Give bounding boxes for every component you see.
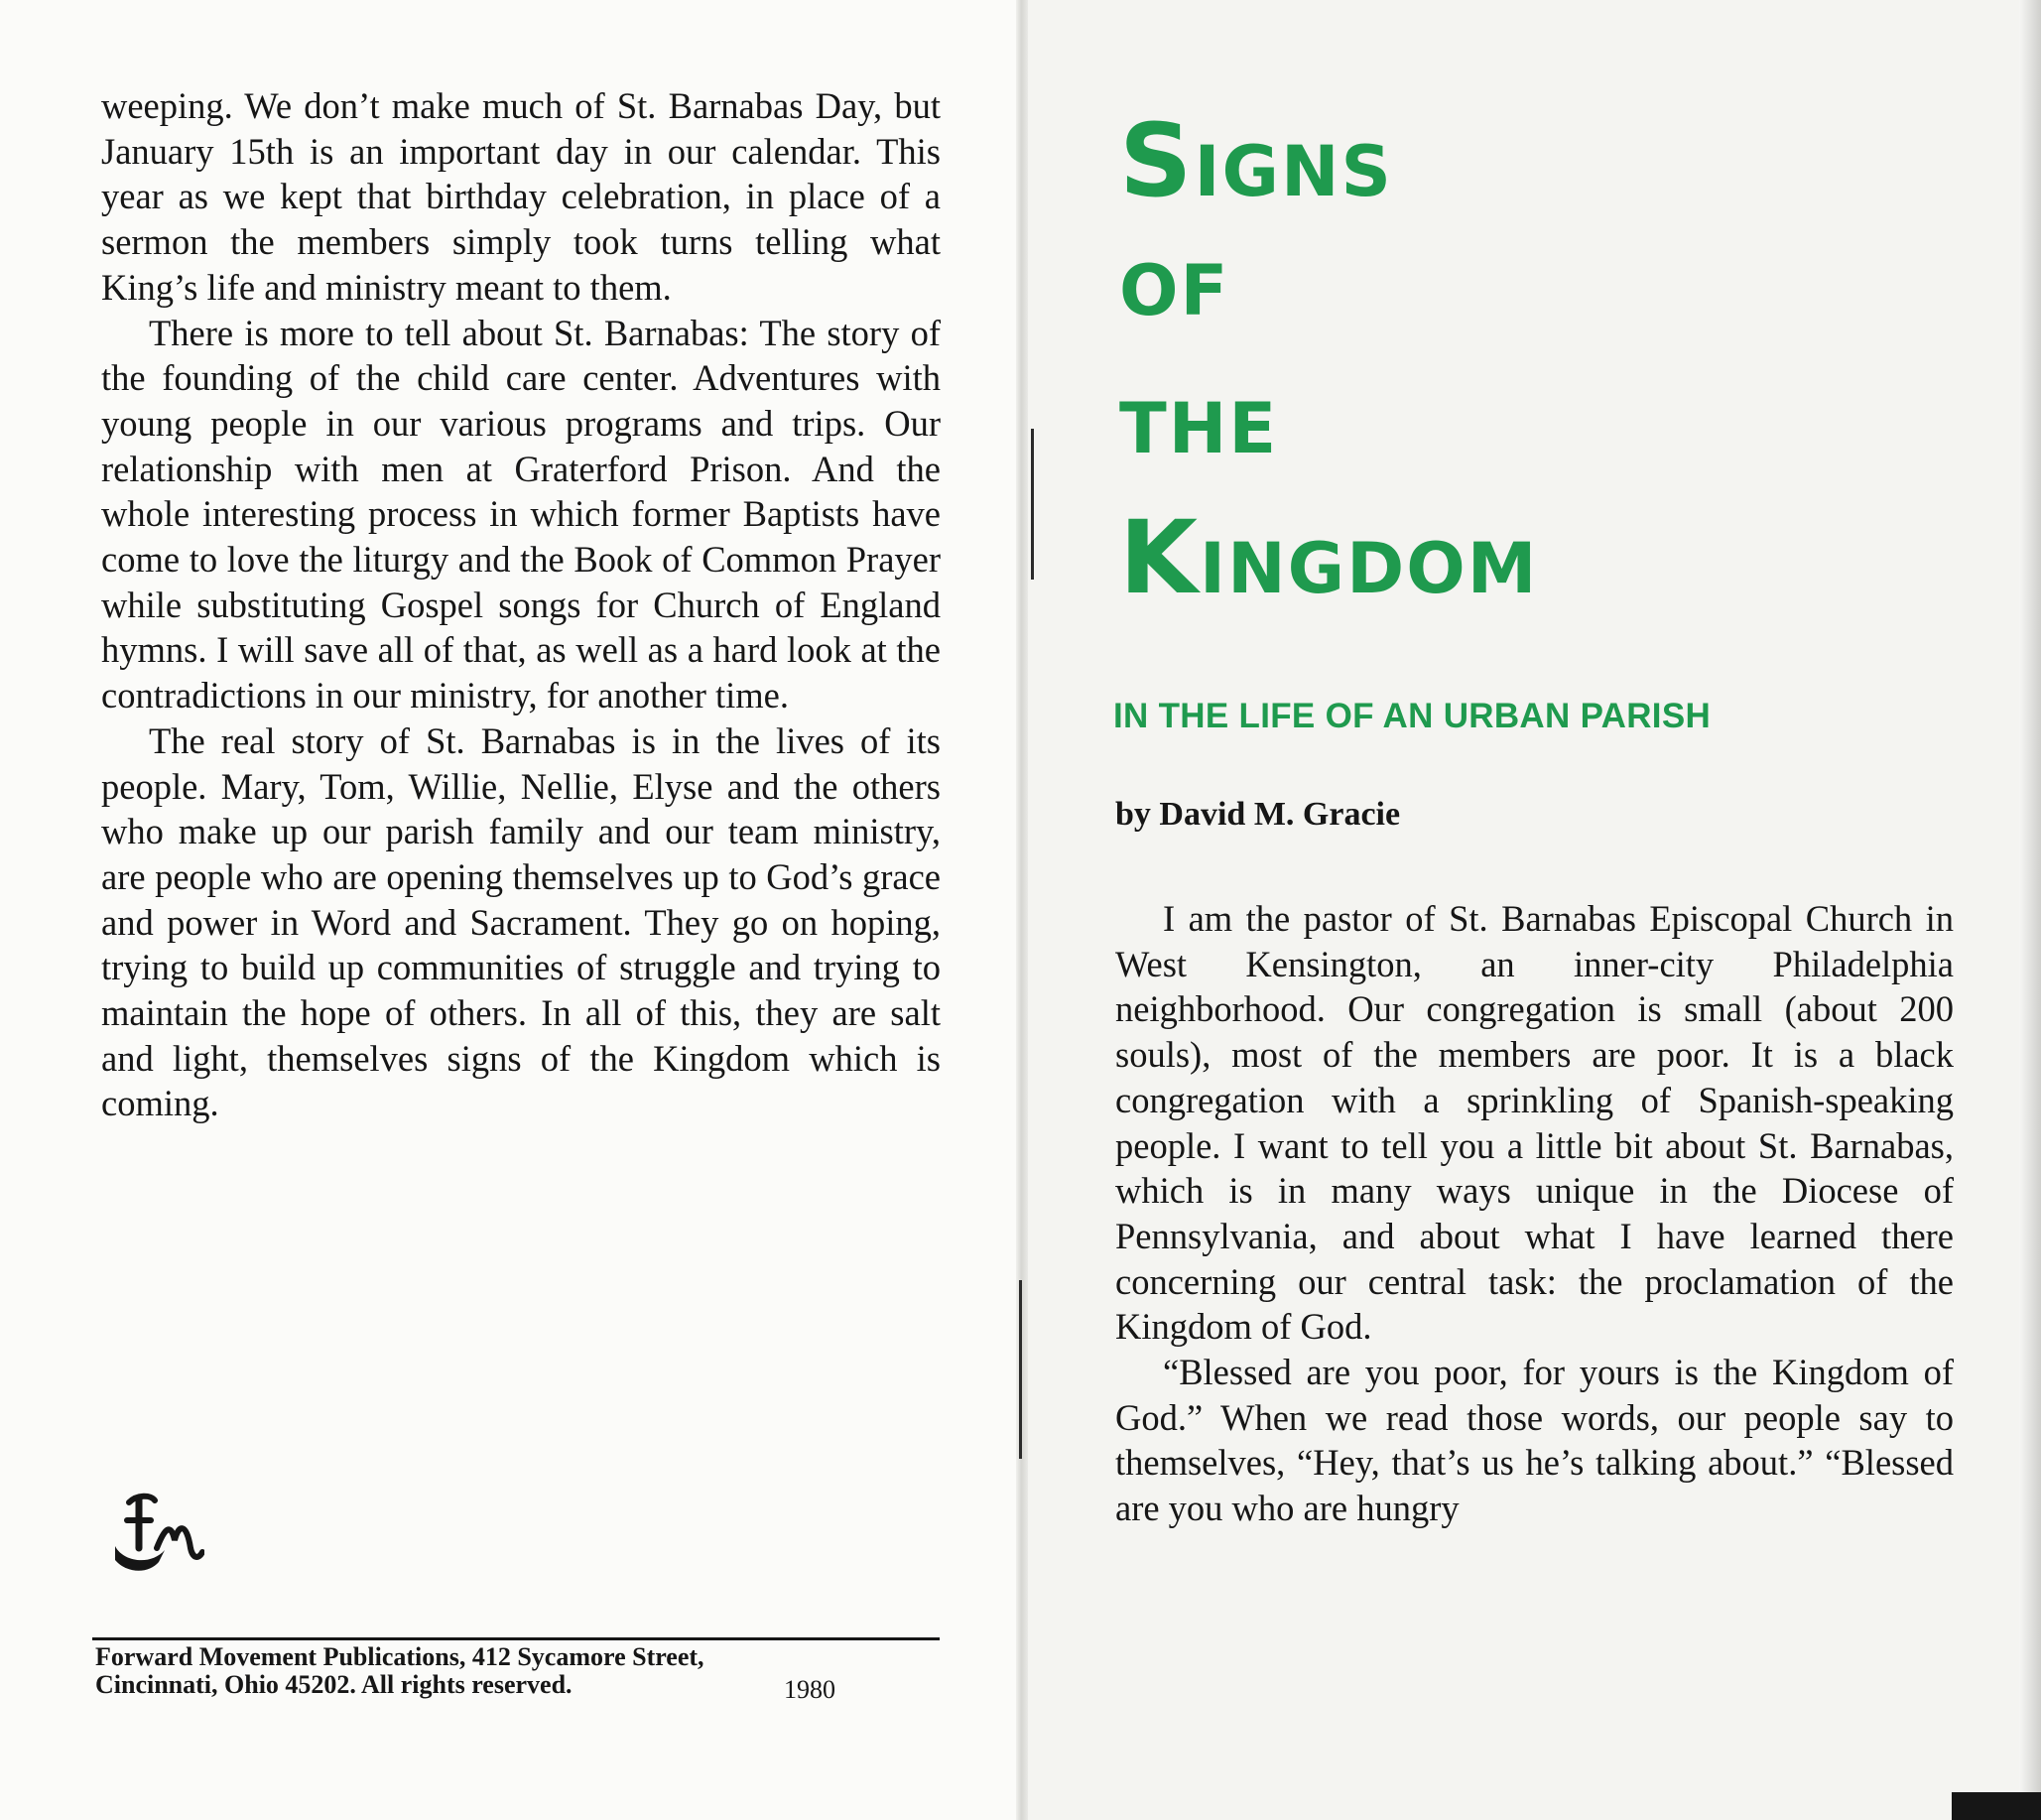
forward-movement-logo [109,1489,204,1576]
right-paragraph-1: I am the pastor of St. Barnabas Episcopal Church in West Kensington, an inner-city Philadelphia neighborhood. Our congregation is small (about 200 souls), most of the members are poor. It is a black congregation with a sprinkling of Spanish-speaking people. I want to tell you a little bit about St. Barnabas, which is in many ways unique in the Diocese of Pennsylvania, and about what I have learned there concerning our central task: the proclamation of the Kingdom of God. [1115,898,1954,1348]
title-line-the [1119,388,1279,469]
title-line-signs [1119,102,1393,220]
title-rest-kingdom: INGDOM [1200,528,1539,609]
title-initial-s: S [1119,102,1195,220]
scan-corner [1952,1792,2041,1820]
page-edge-shadow [2019,0,2041,1820]
subtitle: IN THE LIFE OF AN URBAN PARISH [1113,697,1712,735]
title-rest-signs: IGNS [1194,131,1393,212]
title-initial-k: K [1119,499,1201,617]
title-rest-of: OF [1119,250,1230,331]
title-line-of [1119,250,1230,331]
right-column-text [1115,896,1954,1531]
left-column-text [101,83,941,1126]
left-paragraph-1: weeping. We don’t make much of St. Barnabas Day, but January 15th is an important day in our calendar. This year as we kept that birthday celebration, in place of a sermon the members simply took turns telling what King’s life and ministry meant to them. [101,85,941,308]
title-line-kingdom [1119,499,1539,617]
right-paragraph-2: “Blessed are you poor, for yours is the Kingdom of God.” When we read those words, our people say to themselves, “Hey, that’s us he’s talking about.” “Blessed are you who are hungry [1115,1352,1954,1529]
byline: by David M. Gracie [1115,796,1401,833]
publisher-rule [92,1637,940,1640]
left-paragraph-2: There is more to tell about St. Barnabas: The story of the founding of the child care center. Adventures with young people in our various programs and trips. Our relationship with men at Graterford Prison. And the whole interesting process in which former Baptists have come to love the liturgy and the Book of Common Prayer while substituting Gospel songs for Church of England hymns. I will save all of that, as well as a hard look at the contradictions in our ministry, for another time. [101,312,941,716]
publisher-address-line: Forward Movement Publications, 412 Sycamore Street, [95,1642,704,1671]
left-paragraph-3: The real story of St. Barnabas is in the lives of its people. Mary, Tom, Willie, Nellie, Elyse and the others who make up our parish family and our team ministry, are people who are opening themselves up to God’s grace and power in Word and Sacrament. They go on hoping, trying to build up communities of struggle and trying to maintain the hope of others. In all of this, they are salt and light, themselves signs of the Kingdom which is coming. [101,719,941,1124]
publisher-rights-line: Cincinnati, Ohio 45202. All rights reserved. [95,1670,573,1699]
publication-year: 1980 [784,1675,835,1704]
title-rest-the: THE [1119,388,1279,469]
